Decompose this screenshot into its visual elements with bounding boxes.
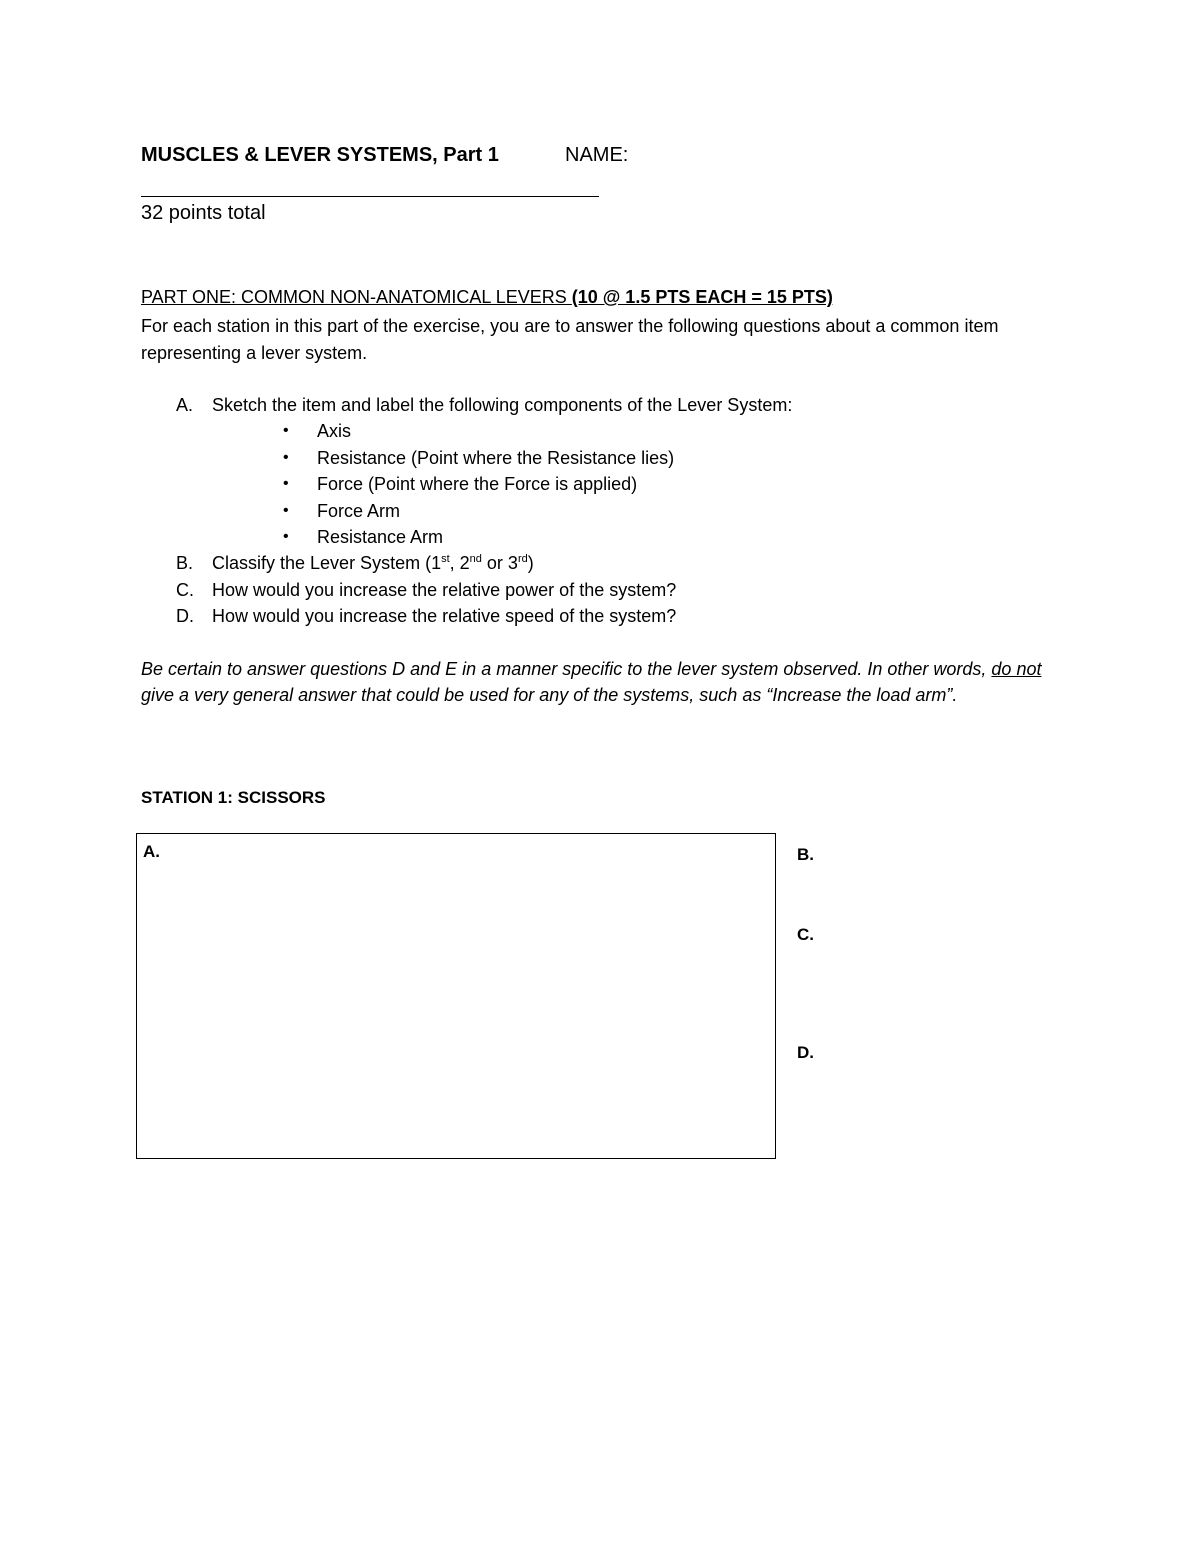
component-label: Force Arm	[317, 500, 401, 521]
part-one-points: (10 @ 1.5 PTS EACH = 15 PTS)	[571, 287, 833, 307]
question-text: Classify the Lever System (1st, 2nd or 3rd)	[212, 553, 534, 574]
question-b	[176, 550, 792, 576]
bullet-icon: •	[283, 422, 289, 440]
points-total: 32 points total	[141, 202, 266, 224]
component-label: Resistance (Point where the Resistance lies)	[317, 447, 675, 468]
component-label: Axis	[317, 421, 352, 442]
station-title: STATION 1: SCISSORS	[141, 788, 326, 807]
bullet-icon: •	[283, 528, 289, 546]
list-item	[283, 471, 792, 497]
question-letter: C.	[176, 579, 194, 600]
component-list	[283, 418, 792, 550]
list-item	[283, 498, 792, 524]
question-c	[176, 577, 792, 603]
question-text: Sketch the item and label the following components of the Lever System:	[212, 395, 793, 415]
component-label: Resistance Arm	[317, 527, 444, 548]
component-label: Force (Point where the Force is applied)	[317, 474, 638, 495]
question-list	[176, 392, 792, 630]
question-d	[176, 603, 792, 629]
answer-label-b: B.	[797, 845, 814, 864]
question-letter: A.	[176, 395, 194, 415]
answer-label-d: D.	[797, 1043, 814, 1062]
part-one-heading	[141, 287, 833, 308]
name-label: NAME:	[565, 144, 629, 166]
instruction-note: Be certain to answer questions D and E in a manner specific to the lever system observed. In other words, do not give a very general answer that could be used for any of the systems, such as “Increase the load arm”.	[141, 659, 1042, 705]
list-item	[283, 445, 792, 471]
question-letter: B.	[176, 553, 194, 574]
question-text: How would you increase the relative speed of the system?	[212, 606, 677, 627]
box-label-a: A.	[143, 842, 160, 861]
bullet-icon: •	[283, 501, 289, 519]
sketch-answer-box[interactable]	[136, 833, 776, 1159]
emphasis-do-not: do not	[991, 659, 1042, 679]
page-title: MUSCLES & LEVER SYSTEMS, Part 1	[141, 144, 499, 166]
list-item	[283, 418, 792, 444]
bullet-icon: •	[283, 475, 289, 493]
question-letter: D.	[176, 606, 194, 627]
bullet-icon: •	[283, 448, 289, 466]
name-blank-line[interactable]	[141, 196, 599, 197]
question-a	[176, 392, 792, 418]
list-item	[283, 524, 792, 550]
question-text: How would you increase the relative power of the system?	[212, 579, 677, 600]
part-one-intro: For each station in this part of the exercise, you are to answer the following questions about a common item representing a lever system.	[141, 316, 999, 363]
answer-label-c: C.	[797, 925, 814, 944]
part-one-heading-text: PART ONE: COMMON NON-ANATOMICAL LEVERS	[141, 287, 572, 307]
